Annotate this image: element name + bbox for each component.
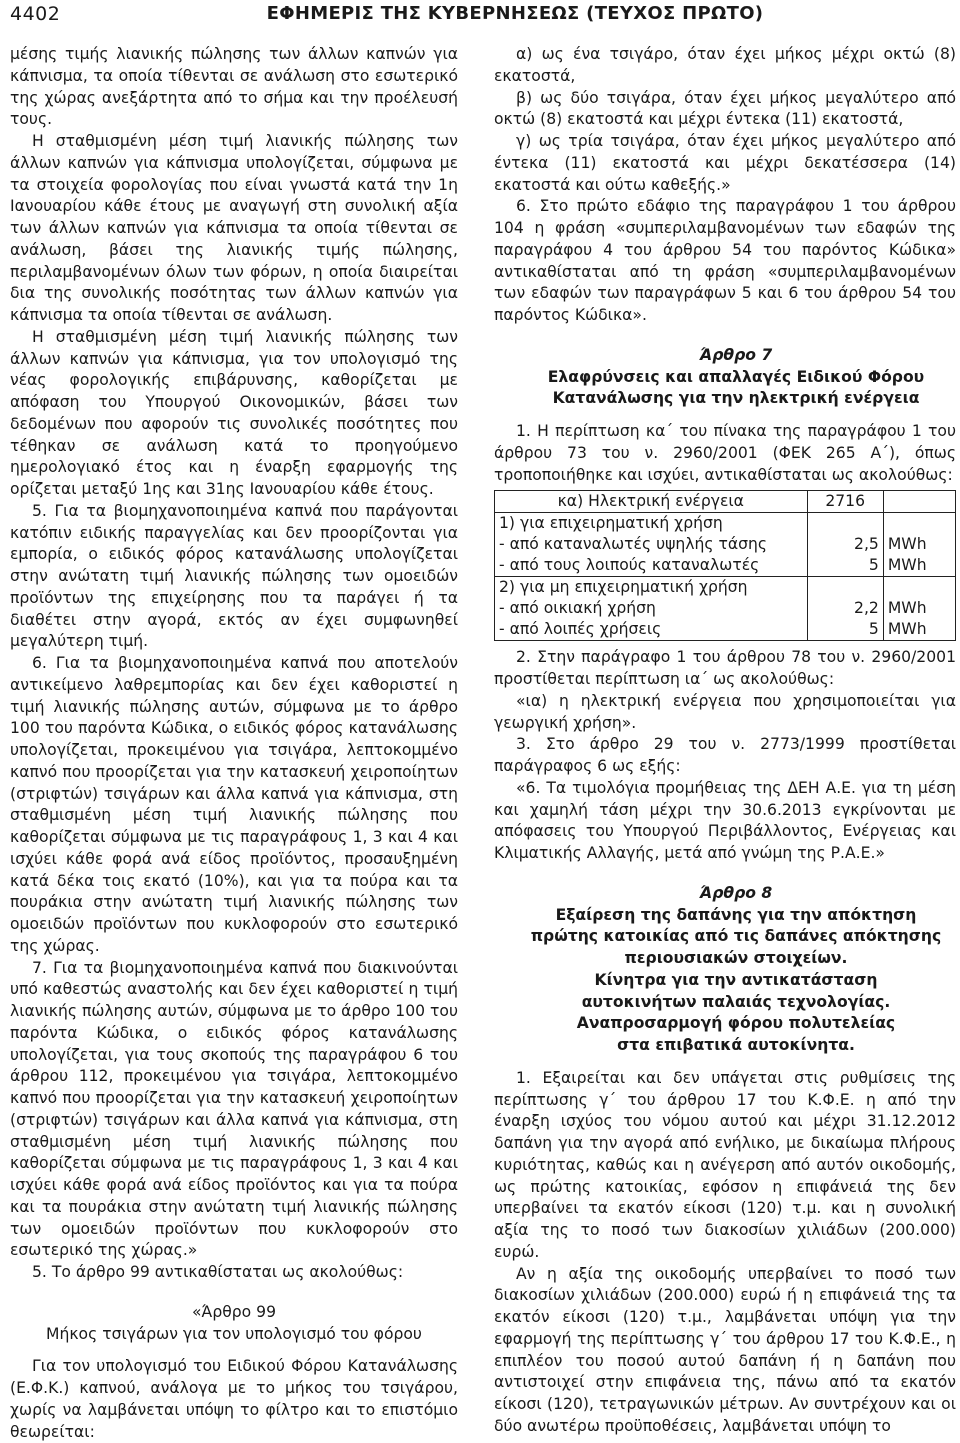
table-row xyxy=(495,491,956,513)
list-item: α) ως ένα τσιγάρο, όταν έχει μήκος μέχρι οκτώ (8) εκατοστά, xyxy=(494,45,956,85)
article-8-heading-line: πρώτης κατοικίας από τις δαπάνες απόκτησης xyxy=(530,927,942,946)
table-row xyxy=(495,577,956,641)
table-value: 2,2 xyxy=(854,599,879,618)
paragraph: 6. Για τα βιομηχανοποιημένα καπνά που αποτελούν αντικείμενο λαθρεμπορίας και δεν έχει καθοριστεί η τιμή λιανικής πώλησης αυτών, σύμφωνα με το άρθρο 100 του παρόντα Κώδικα, ο ειδικός φόρος κατανάλωσης υπολογίζεται, προκειμένου για τσιγάρα, λεπτοκομμένο καπνό που προορίζεται για την κατασκευή χειροποίητων (στριφτών) τσιγάρων και άλλα καπνά για κάπνισμα, στη σταθμισμένη μέση τιμή λιανικής πώλησης που καθορίζεται σύμφωνα με τις παραγράφους 1, 3 και 4 και ισχύει κάθε φορά ανά είδος προϊόντος, προσαυξημένη κατά δέκα τοις εκατό (10%), και για τα πούρα και τα πουράκια στην ανώτατη τιμή λιανικής πώλησης των ομοειδών προϊόντων που κυκλοφορούν στο εσωτερικό της χώρας. xyxy=(10,654,458,955)
table-row xyxy=(495,513,956,577)
article-99-title: «Άρθρο 99 xyxy=(191,1302,276,1321)
article-8-heading-line: Αναπροσαρμογή φόρου πολυτελείας xyxy=(576,1014,896,1033)
table-cell xyxy=(495,513,808,577)
paragraph: 3. Στο άρθρο 29 του ν. 2773/1999 προστίθεται παράγραφος 6 ως εξής: xyxy=(494,735,956,775)
article-8-heading-line: Κίνητρα για την αντικατάσταση xyxy=(594,970,878,989)
article-8-heading-line: αυτοκινήτων παλαιάς τεχνολογίας. xyxy=(581,992,891,1011)
article-7-heading-line: Κατανάλωσης για την ηλεκτρική ενέργεια xyxy=(552,389,920,408)
list-item: γ) ως τρία τσιγάρα, όταν έχει μήκος μεγαλύτερο από έντεκα (11) εκατοστά και μέχρι δεκατέσσερα (14) εκατοστά και ούτω καθεξής.» xyxy=(494,132,956,194)
energy-tax-table xyxy=(494,490,956,641)
article-7-title: Άρθρο 7 xyxy=(699,345,773,364)
table-unit: MWh xyxy=(887,535,927,554)
paragraph: Για τον υπολογισμό του Ειδικού Φόρου Κατανάλωσης (Ε.Φ.Κ.) καπνού, ανάλογα με το μήκος του τσιγάρου, χωρίς να λαμβάνεται υπόψη το φίλτρο και το επιστόμιο θεωρείται: xyxy=(10,1357,458,1441)
table-cell xyxy=(807,577,883,641)
article-99-subtitle: Μήκος τσιγάρων για τον υπολογισμό του φόρου xyxy=(46,1324,422,1343)
page-number: 4402 xyxy=(10,3,61,25)
paragraph: 1. Η περίπτωση κα΄ του πίνακα της παραγράφου 1 του άρθρου 73 του ν. 2960/2001 (ΦΕΚ 265 Α΄), όπως τροποποιήθηκε και ισχύει, αντικαθίσταται ως ακολούθως: xyxy=(494,422,956,484)
paragraph: 6. Στο πρώτο εδάφιο της παραγράφου 1 του άρθρου 104 η φράση «συμπεριλαμβανομένων των εδαφών της παραγράφου 4 του άρθρου 54 του παρόντος Κώδικα» αντικαθίσταται από τη φράση «συμπεριλαμβανομένων των εδαφών των παραγράφων 5 και 6 του άρθρου 54 του παρόντος Κώδικα». xyxy=(494,197,956,324)
paragraph: Η σταθμισμένη μέση τιμή λιανικής πώλησης των άλλων καπνών για κάπνισμα, για τον υπολογισμό της νέας φορολογικής επιβάρυνσης, καθορίζεται με απόφαση του Υπουργού Οικονομικών, βάσει των δεδομένων που αφορούν τις συνολικές ποσότητες που τέθηκαν σε ανάλωση κατά το προηγούμενο ημερολογιακό έτος και η έναρξη εφαρμογής της ορίζεται μεταξύ 1ης και 31ης Ιανουαρίου κάθε έτους. xyxy=(10,327,458,498)
table-cell xyxy=(883,577,955,641)
table-cell: κα) Ηλεκτρική ενέργεια xyxy=(495,491,808,513)
table-row-label: - από λοιπές χρήσεις xyxy=(499,620,662,639)
table-unit: MWh xyxy=(887,556,927,575)
article-7-heading-line: Ελαφρύνσεις και απαλλαγές Ειδικού Φόρου xyxy=(547,367,925,386)
running-title: ΕΦΗΜΕΡΙΣ ΤΗΣ ΚΥΒΕΡΝΗΣΕΩΣ (ΤΕΥΧΟΣ ΠΡΩΤΟ) xyxy=(266,3,764,24)
list-item: β) ως δύο τσιγάρα, όταν έχει μήκος μεγαλύτερο από οκτώ (8) εκατοστά και μέχρι έντεκα (11) εκατοστά, xyxy=(494,88,956,129)
article-8-title: Άρθρο 8 xyxy=(699,883,773,902)
article-8-heading-line: Εξαίρεση της δαπάνης για την απόκτηση xyxy=(555,905,917,924)
table-unit: MWh xyxy=(887,620,927,639)
table-cell: 2716 xyxy=(807,491,883,513)
right-column xyxy=(494,44,956,1438)
table-value: 2,5 xyxy=(854,535,879,554)
paragraph: «6. Τα τιμολόγια προμήθειας της ΔΕΗ Α.Ε. για τη μέση και χαμηλή τάση μέχρι την 30.6.2013 εγκρίνονται με απόφασεις του Υπουργού Περιβάλλοντος, Ενέργειας και Κλιματικής Αλλαγής, μετά από γνώμη της Ρ.Α.Ε.» xyxy=(494,778,956,862)
page-header xyxy=(0,0,960,30)
table-cell xyxy=(883,491,955,513)
table-cell xyxy=(883,513,955,577)
paragraph: 5. Το άρθρο 99 αντικαθίσταται ως ακολούθως: xyxy=(32,1263,404,1281)
table-group-title: 2) για μη επιχειρηματική χρήση xyxy=(499,578,748,597)
paragraph: 1. Εξαιρείται και δεν υπάγεται στις ρυθμίσεις της περίπτωσης γ΄ του άρθρου 17 του Κ.Φ.Ε. η από την έναρξη ισχύος του νόμου αυτού και μέχρι 31.12.2012 δαπάνη για την αγορά από ενήλικο, με δικαίωμα πλήρους κυριότητας, καθώς και η ανέγερση από αυτόν οικοδομής, ως πρώτης κατοικίας, εφόσον η επιφάνειά της δεν υπερβαίνει τα εκατόν είκοσι (120) τ.μ. και η συνολική αξία της το ποσό των διακοσίων χιλιάδων (200.000) ευρώ. xyxy=(494,1068,956,1261)
table-cell xyxy=(807,513,883,577)
paragraph: Αν η αξία της οικοδομής υπερβαίνει το ποσό των διακοσίων χιλιάδων (200.000) ευρώ ή η επιφάνειά της τα εκατόν είκοσι (120) τ.μ., λαμβάνεται υπόψη για την εφαρμογή της περίπτωσης γ΄ του άρθρου 17 του Κ.Φ.Ε., η επιπλέον του ποσού αυτού δαπάνη ή η δαπάνη που αντιστοιχεί στην επιφάνεια της, πάνω από τα εκατόν είκοσι (120), τετραγωνικών μέτρων. Αν συντρέχουν και οι δύο ανωτέρω προϋποθέσεις, λαμβάνεται υπόψη το xyxy=(494,1264,956,1435)
table-group-title: 1) για επιχειρηματική χρήση xyxy=(499,514,723,533)
paragraph: 2. Στην παράγραφο 1 του άρθρου 78 του ν. 2960/2001 προστίθεται περίπτωση ια΄ ως ακολούθως: xyxy=(494,648,956,688)
table-value: 5 xyxy=(868,556,879,575)
table-row-label: - από τους λοιπούς καταναλωτές xyxy=(499,556,760,575)
paragraph: 5. Για τα βιομηχανοποιημένα καπνά που παράγονται κατόπιν ειδικής παραγγελίας και δεν προορίζονται για εμπορία, ο ειδικός φόρος κατανάλωσης υπολογίζεται στην ανώτατη τιμή λιανικής πώλησης των ομοειδών προϊόντων της επιχείρησης που τα παράγει ή τα διαθέτει στην αγορά, εκτός αν έχει συμφωνηθεί μεγαλύτερη τιμή. xyxy=(10,501,458,651)
table-row-label: - από καταναλωτές υψηλής τάσης xyxy=(499,535,768,554)
table-unit: MWh xyxy=(887,599,927,618)
paragraph: Η σταθμισμένη μέση τιμή λιανικής πώλησης των άλλων καπνών για κάπνισμα υπολογίζεται, σύμφωνα με τα στοιχεία φορολογίας που είναι γνωστά κατά την 1η Ιανουαρίου κάθε έτους με αναγωγή στη συνολική αξία των άλλων καπνών για κάπνισμα τα οποία τίθενται σε ανάλωση, βάσει της λιανικής τιμής πώλησης, περιλαμβανομένων όλων των φόρων, η οποία διαιρείται δια της συνολικής ποσότητας των άλλων καπνών για κάπνισμα τα οποία τίθενται σε ανάλωση. xyxy=(10,132,458,324)
table-value: 5 xyxy=(868,620,879,639)
paragraph: μέσης τιμής λιανικής πώλησης των άλλων καπνών για κάπνισμα, τα οποία τίθενται σε ανάλωση στο εσωτερικό της χώρας ανεξάρτητα από το σήμα και την προέλευσή τους. xyxy=(10,45,458,129)
article-8-heading-line: στα επιβατικά αυτοκίνητα. xyxy=(617,1036,855,1054)
paragraph: 7. Για τα βιομηχανοποιημένα καπνά που διακινούνται υπό καθεστώς αναστολής και δεν έχει καθοριστεί η τιμή λιανικής πώλησης αυτών, σύμφωνα με το άρθρο 100 του παρόντα Κώδικα, ο ειδικός φόρος κατανάλωσης υπολογίζεται, για τους σκοπούς της παραγράφου 6 του άρθρου 112, προκειμένου για τσιγάρα, λεπτοκομμένο καπνό που προορίζεται για την κατασκευή χειροποίητων (στριφτών) τσιγάρων και άλλα καπνά για κάπνισμα, στη σταθμισμένη μέση τιμή λιανικής πώλησης που καθορίζεται σύμφωνα με τις παραγράφους 1, 3 και 4 και ισχύει κάθε φορά ανά είδος προϊόντος και για τα πούρα και τα πουράκια στην ανώτατη τιμή λιανικής πώλησης των ομοειδών προϊόντων που κυκλοφορούν στο εσωτερικό της χώρας.» xyxy=(10,958,458,1260)
table-cell xyxy=(495,577,808,641)
paragraph: «ια) η ηλεκτρική ενέργεια που χρησιμοποιείται για γεωργική χρήση». xyxy=(494,691,956,732)
left-column xyxy=(10,44,458,1443)
table-row-label: - από οικιακή χρήση xyxy=(499,599,656,618)
article-8-heading-line: περιουσιακών στοιχείων. xyxy=(624,949,848,967)
